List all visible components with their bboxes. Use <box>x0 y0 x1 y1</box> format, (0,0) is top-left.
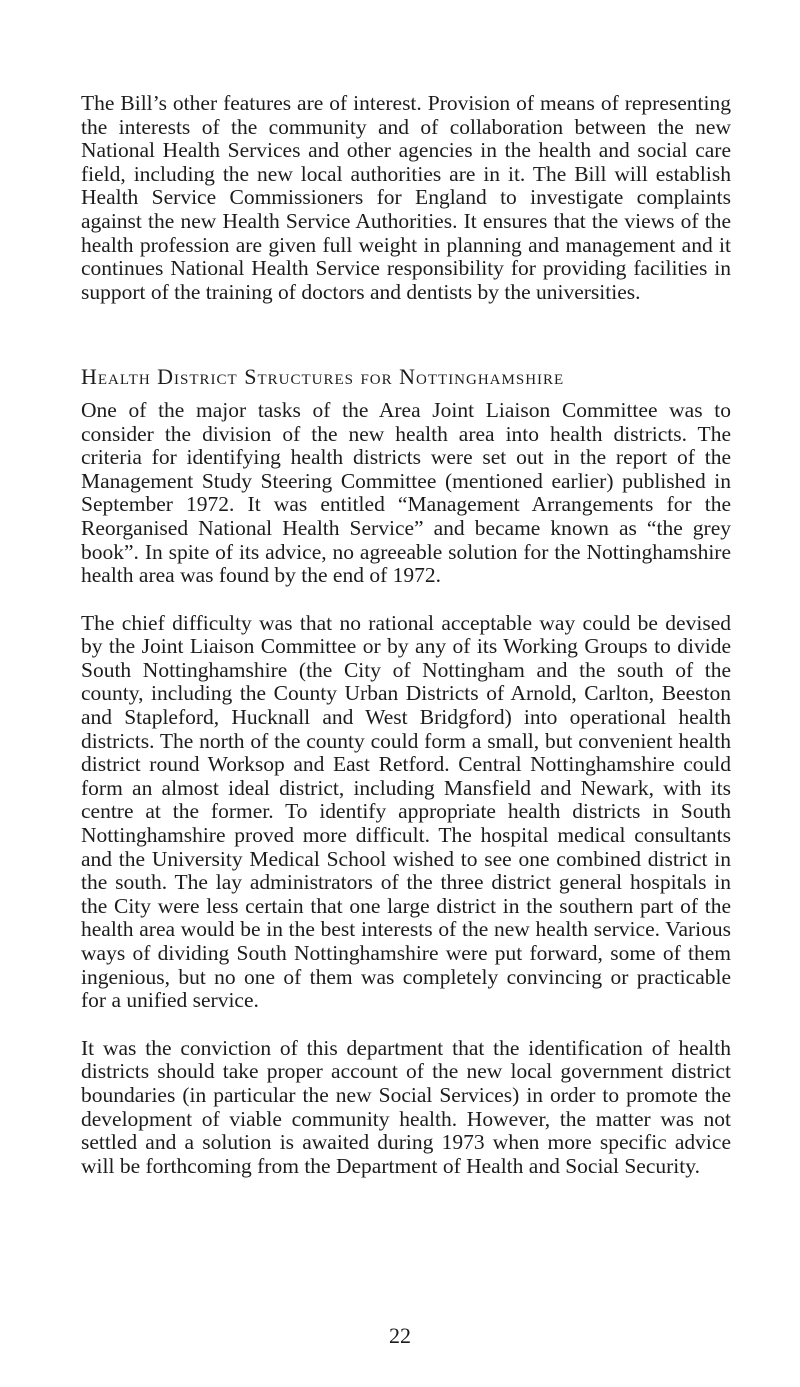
spacer <box>81 588 731 612</box>
page-number: 22 <box>389 1323 411 1348</box>
page-body <box>81 92 731 1178</box>
spacer <box>81 304 731 365</box>
paragraph-major-tasks: One of the major tasks of the Area Joint Liaison Committee was to consider the division of the new health area into health districts. The criteria for identifying health districts were set out in the report of the Management Study Steering Committee (mentioned earlier) published in September 1972. It was entitled “Management Arrangements for the Reorganised National Health Service” and became known as “the grey book”. In spite of its advice, no agreeable solution for the Nottinghamshire health area was found by the end of 1972. <box>81 397 731 588</box>
paragraph-conviction: It was the conviction of this department that the identification of health districts should take proper account of the new local government district boundaries (in particular the new Social Services) in order to promote the development of viable community health. However, the matter was not settled and a solution is awaited during 1973 when more specific advice will be forthcoming from the Department of Health and Social Security. <box>81 1035 731 1178</box>
spacer <box>81 1013 731 1037</box>
paragraph-bill-features: The Bill’s other features are of interest. Provision of means of representing the interests of the community and of collaboration between the new National Health Services and other agencies in the health and social care field, including the new local authorities are in it. The Bill will establish Health Service Commissioners for England to investigate complaints against the new Health Service Authorities. It ensures that the views of the health profession are given full weight in planning and management and it continues National Health Service responsibility for providing facilities in support of the training of doctors and dentists by the universities. <box>81 91 731 304</box>
section-heading: Health District Structures for Nottinghamshire <box>81 364 565 390</box>
paragraph-chief-difficulty: The chief difficulty was that no rational acceptable way could be devised by the Joint Liaison Committee or by any of its Working Groups to divide South Nottinghamshire (the City of Nottingham and the south of the county, including the County Urban Districts of Arnold, Carlton, Beeston and Stapleford, Hucknall and West Bridgford) into operational health districts. The north of the county could form a small, but convenient health district round Worksop and East Retford. Central Nottinghamshire could form an almost ideal district, including Mansfield and Newark, with its centre at the former. To identify appropriate health districts in South Nottinghamshire proved more difficult. The hospital medical consultants and the University Medical School wished to see one combined district in the south. The lay administrators of the three district general hospitals in the City were less certain that one large district in the southern part of the health area would be in the best interests of the new health service. Various ways of dividing South Nottinghamshire were put forward, some of them ingenious, but no one of them was completely convincing or practicable for a unified service. <box>81 610 731 1013</box>
